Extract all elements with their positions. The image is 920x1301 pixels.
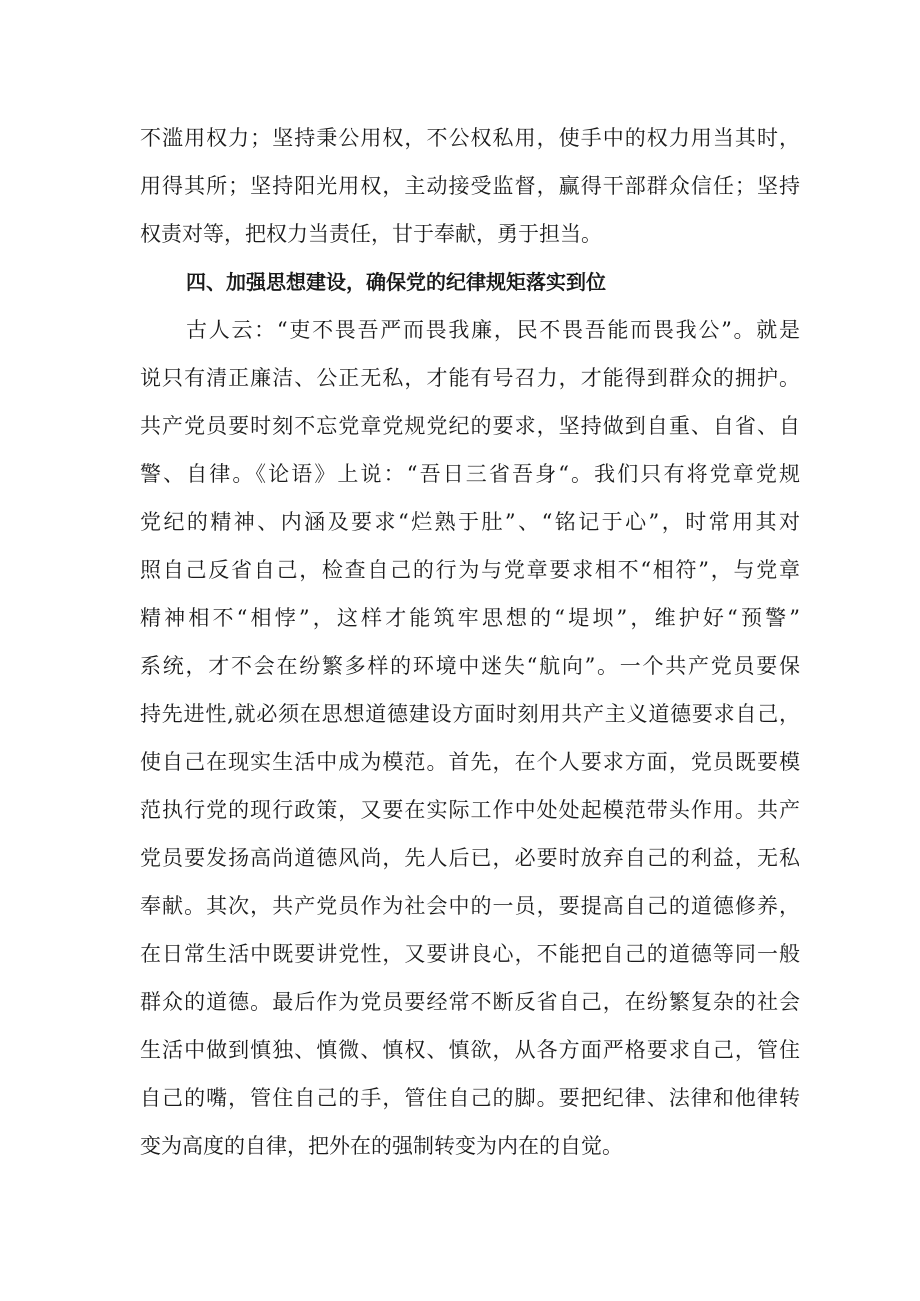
paragraph-line: 照自己反省自己，检查自己的行为与党章要求相不“相符”，与党章 <box>140 558 800 582</box>
paragraph-line: 持先进性,就必须在思想道德建设方面时刻用共产主义道德要求自己， <box>140 702 800 726</box>
paragraph-line: 在日常生活中既要讲党性，又要讲良心，不能把自己的道德等同一般 <box>140 942 800 966</box>
paragraph-line: 古人云：“吏不畏吾严而畏我廉，民不畏吾能而畏我公”。就是 <box>186 318 800 342</box>
paragraph-line: 使自己在现实生活中成为模范。首先，在个人要求方面，党员既要模 <box>140 750 800 774</box>
paragraph-line: 说只有清正廉洁、公正无私，才能有号召力，才能得到群众的拥护。 <box>140 366 800 390</box>
paragraph-line: 权责对等，把权力当责任，甘于奉献，勇于担当。 <box>140 222 602 246</box>
paragraph-2 <box>140 306 800 1170</box>
paragraph-line: 党员要发扬高尚道德风尚，先人后已，必要时放弃自己的利益，无私 <box>140 846 800 870</box>
paragraph-line: 奉献。其次，共产党员作为社会中的一员，要提高自己的道德修养， <box>140 894 800 918</box>
paragraph-line: 警、自律。《论语》上说：“吾日三省吾身“。我们只有将党章党规 <box>140 462 800 486</box>
paragraph-line: 不滥用权力；坚持秉公用权，不公权私用，使手中的权力用当其时， <box>140 126 800 150</box>
paragraph-line: 党纪的精神、内涵及要求“烂熟于肚”、“铭记于心”，时常用其对 <box>140 510 800 534</box>
paragraph-line: 生活中做到慎独、慎微、慎权、慎欲，从各方面严格要求自己，管住 <box>140 1038 800 1062</box>
section-heading: 四、加强思想建设，确保党的纪律规矩落实到位 <box>186 270 606 294</box>
paragraph-1 <box>140 114 800 258</box>
paragraph-line: 自己的嘴，管住自己的手，管住自己的脚。要把纪律、法律和他律转 <box>140 1086 800 1110</box>
paragraph-line: 共产党员要时刻不忘党章党规党纪的要求，坚持做到自重、自省、自 <box>140 414 800 438</box>
paragraph-line: 变为高度的自律，把外在的强制转变为内在的自觉。 <box>140 1134 623 1158</box>
paragraph-line: 精神相不“相悖”，这样才能筑牢思想的“堤坝”，维护好“预警” <box>140 606 800 630</box>
paragraph-line: 用得其所；坚持阳光用权，主动接受监督，赢得干部群众信任；坚持 <box>140 174 800 198</box>
paragraph-line: 系统，才不会在纷繁多样的环境中迷失“航向”。一个共产党员要保 <box>140 654 800 678</box>
paragraph-line: 群众的道德。最后作为党员要经常不断反省自己，在纷繁复杂的社会 <box>140 990 800 1014</box>
document-body <box>140 114 800 1170</box>
paragraph-line: 范执行党的现行政策，又要在实际工作中处处起模范带头作用。共产 <box>140 798 800 822</box>
